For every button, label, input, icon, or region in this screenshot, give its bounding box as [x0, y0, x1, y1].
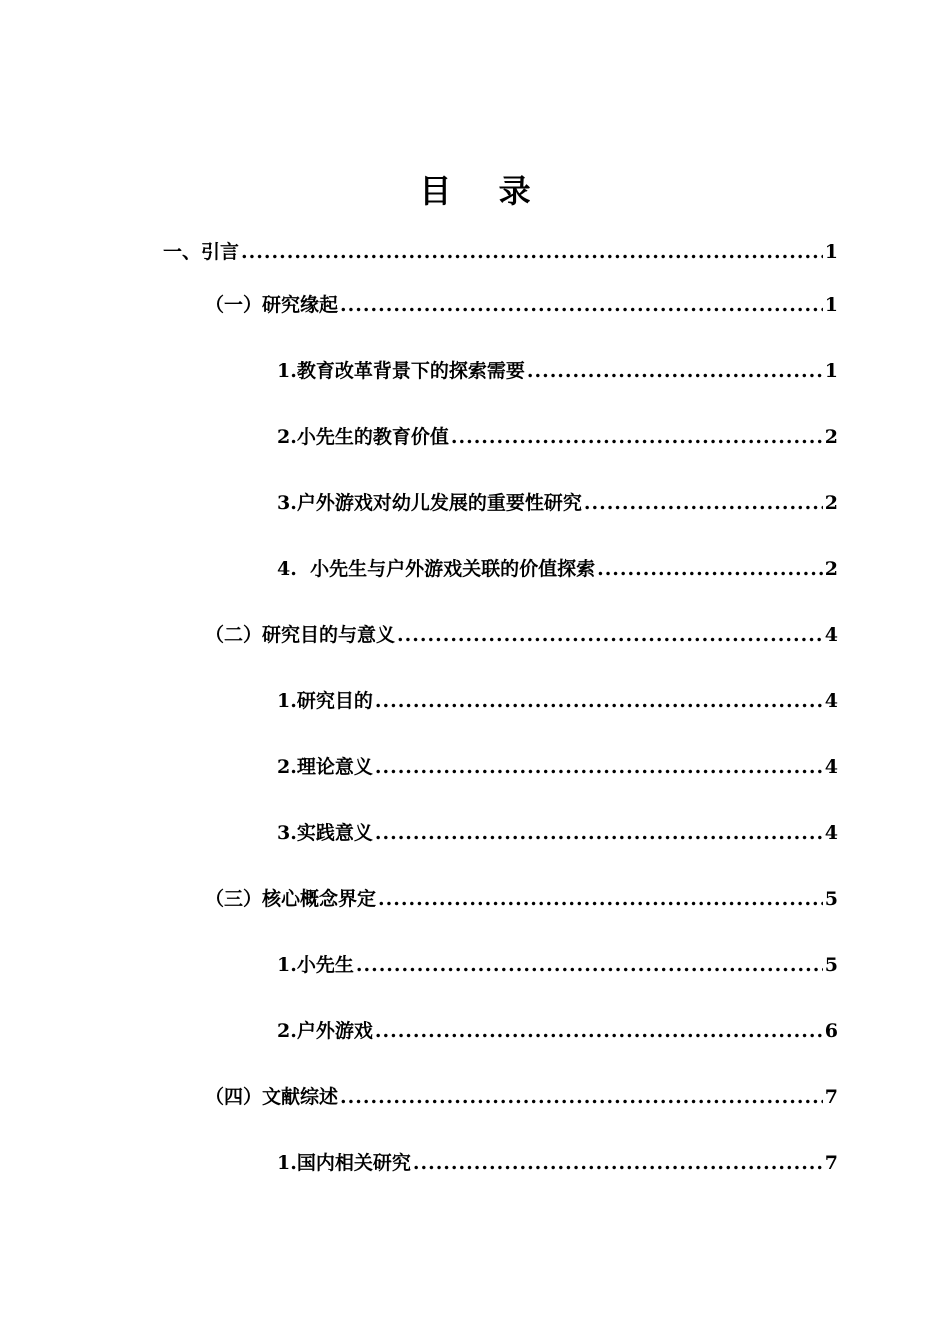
toc-page-number: 2 [824, 426, 838, 448]
toc-leader-dots [375, 753, 823, 781]
toc-page-number: 4 [824, 690, 838, 712]
toc-entry-label: （三）核心概念界定 [205, 888, 377, 910]
toc-entry-label: （四）文献综述 [205, 1086, 339, 1108]
toc-entry-label: （二）研究目的与意义 [205, 624, 396, 646]
toc-page-number: 2 [824, 558, 838, 580]
toc-entry-label: 1.教育改革背景下的探索需要 [277, 360, 525, 382]
toc-leader-dots [356, 951, 823, 979]
toc-page-number: 5 [824, 954, 838, 976]
toc-entry[interactable] [277, 951, 838, 979]
toc-leader-dots [397, 621, 823, 649]
toc-page-number: 4 [824, 756, 838, 778]
toc-entry-label: 2.小先生的教育价值 [277, 426, 449, 448]
toc-entry-label: 1.研究目的 [277, 690, 373, 712]
toc-entry[interactable] [277, 819, 838, 847]
toc-leader-dots [241, 238, 823, 266]
toc-page-number: 1 [824, 360, 838, 382]
toc-entry[interactable] [163, 238, 838, 266]
toc-leader-dots [584, 489, 823, 517]
toc-entry[interactable] [205, 621, 838, 649]
toc-leader-dots [597, 555, 823, 583]
toc-entry-label: 1.小先生 [277, 954, 354, 976]
toc-entry[interactable] [205, 291, 838, 319]
toc-entry-label: 1.国内相关研究 [277, 1152, 411, 1174]
toc-entry[interactable] [277, 489, 838, 517]
toc-leader-dots [375, 1017, 823, 1045]
toc-entry[interactable] [277, 687, 838, 715]
toc-entry[interactable] [277, 423, 838, 451]
toc-leader-dots [378, 885, 823, 913]
toc-entry[interactable] [277, 1017, 838, 1045]
toc-page-number: 1 [824, 241, 838, 263]
toc-page-number: 4 [824, 822, 838, 844]
toc-entry[interactable] [205, 1083, 838, 1111]
toc-entry[interactable] [277, 1149, 838, 1177]
toc-leader-dots [375, 687, 823, 715]
toc-page-number: 7 [824, 1086, 838, 1108]
toc-entry-label: 4. 小先生与户外游戏关联的价值探索 [277, 558, 596, 580]
toc-entry-label: 3.户外游戏对幼儿发展的重要性研究 [277, 492, 582, 514]
toc-leader-dots [413, 1149, 823, 1177]
toc-entry-label: 3.实践意义 [277, 822, 373, 844]
toc-page-number: 4 [824, 624, 838, 646]
toc-page-number: 5 [824, 888, 838, 910]
toc-page-number: 1 [824, 294, 838, 316]
toc-leader-dots [375, 819, 823, 847]
toc-entry[interactable] [277, 753, 838, 781]
toc-page-number: 2 [824, 492, 838, 514]
toc-leader-dots [527, 357, 823, 385]
toc-page-number: 7 [824, 1152, 838, 1174]
toc-entry-label: 2.理论意义 [277, 756, 373, 778]
toc-leader-dots [340, 1083, 823, 1111]
toc-entry-label: 一、引言 [163, 241, 240, 263]
toc-entry-label: （一）研究缘起 [205, 294, 339, 316]
toc-entry[interactable] [277, 555, 838, 583]
toc-leader-dots [340, 291, 823, 319]
toc-entry-label: 2.户外游戏 [277, 1020, 373, 1042]
toc-entry[interactable] [205, 885, 838, 913]
toc-entry[interactable] [277, 357, 838, 385]
toc-title: 目 录 [419, 172, 549, 210]
toc-leader-dots [451, 423, 823, 451]
toc-page-number: 6 [824, 1020, 838, 1042]
